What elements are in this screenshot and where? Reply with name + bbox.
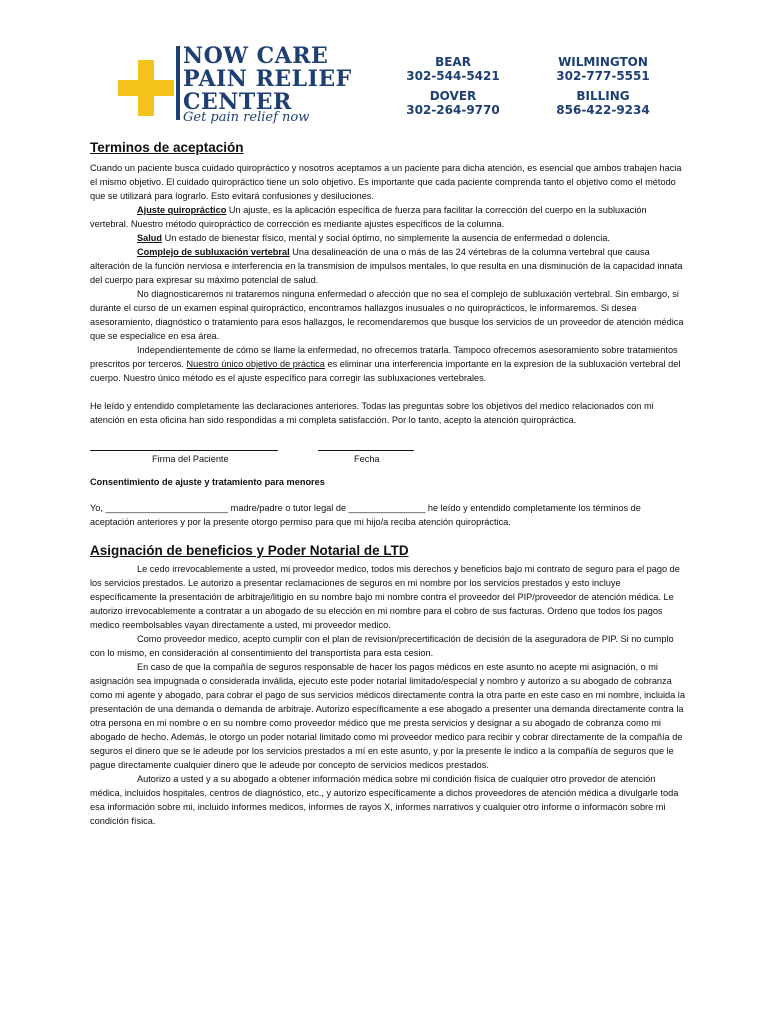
logo-line-2: PAIN RELIEF (183, 66, 352, 92)
signature-row (90, 441, 686, 471)
letterhead (0, 0, 770, 135)
logo-line-1: NOW CARE (183, 43, 329, 69)
term-subluxation: Complejo de subluxación vertebral (137, 247, 290, 257)
location-name: BILLING (576, 89, 630, 103)
assignment-paragraph-1: Le cedo irrevocablemente a usted, mi proveedor medico, todos mis derechos y beneficios bajo mi contrato de seguro para el pago de los servicios prestados. Le autorizo a presentar reclamaciones de seguros en mi nombre por los servicios prestados y esto incluye específicamente la presentación de arbitraje/litigio en su nombre bajo mi nombre contra el proveedor del PIP/proveedor de atención médica. Le autorizo irrevocablemente a contratar a un abogado de su elección en mi nombre para el cobro de sus facturas. Ordeno que todos los pagos medico reembolsables vayan directamente a usted, mi proveedor medico. (90, 564, 680, 630)
document-body (90, 140, 686, 828)
location-name: DOVER (429, 89, 477, 103)
location-billing (533, 89, 673, 117)
indep-text-a: Independientemente de cómo se llame la enfermedad, no ofrecemos tratarla. Tampoco ofrecemos asesoramiento sobre tratamientos prescritos por terceros. (90, 345, 678, 369)
acknowledgement-paragraph: He leído y entendido completamente las declaraciones anteriores. Todas las preguntas sobre los objetivos del medico relacionados con mi atención en esta oficina han sido respondidas a mi completa satisfacción. Por lo tanto, acepto la atención quiropráctica. (90, 401, 654, 425)
location-phone: 856-422-9234 (556, 103, 650, 117)
logo-line-3: CENTER (183, 89, 292, 115)
definition-adjustment (90, 203, 686, 231)
assignment-title: Asignación de beneficios y Poder Notarial de LTD (90, 543, 409, 558)
patient-signature-label: Firma del Paciente (152, 454, 229, 464)
def-subluxation: Una desalineación de una o más de las 24 vértebras de la columna vertebral que causa alteración de la función nerviosa e interferencia en la transmision de impulsos mentales, lo que resulta en una disminución de la capacidad innata del cuerpo para expresar su máximo potencial de salud. (90, 247, 683, 285)
terms-title: Terminos de aceptación (90, 140, 244, 155)
location-dover (383, 89, 523, 117)
definition-subluxation (90, 245, 686, 287)
term-health: Salud (137, 233, 163, 243)
def-adjustment: Un ajuste, es la aplicación específica de fuerza para facilitar la corrección del cuerpo en la subluxación vertebral. Nuestro método quiropráctico de corrección es mediante ajustes específicos de la columna. (90, 205, 647, 229)
indep-underlined: Nuestro único objetivo de práctica (186, 359, 325, 369)
minors-title: Consentimiento de ajuste y tratamiento para menores (90, 477, 325, 487)
independence-paragraph (90, 343, 686, 385)
location-phone: 302-264-9770 (406, 103, 500, 117)
minors-consent-text: Yo, ________________________ madre/padre o tutor legal de _______________ he leído y entendido completamente los términos de aceptación anteriores y por la presente otorgo permiso para que mi hijo/a reciba atención quiropráctica. (90, 503, 641, 527)
date-label: Fecha (354, 454, 380, 464)
location-name: WILMINGTON (558, 55, 648, 69)
logo-cross-icon (118, 60, 174, 116)
term-adjustment: Ajuste quiropráctico (137, 205, 227, 215)
assignment-paragraph-4: Autorizo a usted y a su abogado a obtener información médica sobre mi condición física de cualquier otro provedor de atención médica, incluidos hospitales, centros de diagnóstico, etc., y autorizo específicamente a dichos proveedores de atención médica a divulgarle toda esa información sobre mi, incluido informes medicos, informes de rayos X, informes narrativos y cualquier otro informe o informacón sobre mi condición física. (90, 774, 679, 826)
location-name: BEAR (435, 55, 471, 69)
definition-health (90, 231, 686, 245)
logo-divider (176, 46, 180, 120)
def-health: Un estado de bienestar físico, mental y social óptimo, no simplemente la ausencia de enfermedad o dolencia. (162, 233, 610, 243)
indep-text-b: es eliminar una interferencia importante en la expresion de la subluxación vertebral del cuerpo. Nuestro único método es el ajuste específico para corregir las subluxaciones vertebrales. (90, 359, 681, 383)
logo-tagline: Get pain relief now (183, 110, 310, 125)
location-phone: 302-777-5551 (556, 69, 650, 83)
no-diagnosis-paragraph: No diagnosticaremos ni trataremos ninguna enfermedad o afección que no sea el complejo de subluxación vertebral. Sin embargo, si durante el curso de un examen espinal quiropráctico, encontramos hallazgos inusuales o no quiroprácticos, le informaremos. Si desea asesoramiento, diagnóstico o tratamiento para esos hallazgos, le recomendaremos que busque los servicios de un proveedor de atención médica que se especialice en esa área. (90, 289, 684, 341)
date-signature-line[interactable] (318, 441, 414, 451)
terms-intro: Cuando un paciente busca cuidado quiropráctico y nosotros aceptamos a un paciente para dicha atención, es esencial que ambos trabajen hacia el mismo objetivo. El cuidado quiropráctico tiene un solo objetivo. Es importante que cada paciente comprenda tanto el objetivo como el método que se utilizará para lograrlo. Esto evitará confusiones y desiluciones. (90, 163, 682, 201)
assignment-paragraph-2: Como proveedor medico, acepto cumplir con el plan de revision/precertificación de decisión de la aseguradora de PIP. Si no cumplo con lo mismo, en consideración al consentimiento del transportista para esta cesion. (90, 634, 674, 658)
patient-signature-line[interactable] (90, 441, 278, 451)
location-wilmington (533, 55, 673, 83)
assignment-paragraph-3: En caso de que la compañía de seguros responsable de hacer los pagos médicos en este asunto no acepte mi asignación, o mi asignación sea impugnada o considerada inválida, ejecuto este poder notarial limitado/especial y nombro y autorizo a su abogado de cobranza como mi agente y abogado, para cobrar el pago de sus servicios médicos directamente contra la otra parte en este caso en mi nombre, incluida la presentación de una demanda o demanda de arbitraje. Autorizo específicamente a ese abogado a presenter una demanda directamente contra la otra persona en mi nombre o en su nombre como proveedor médico que me presta servicios y designar a su abogado de cobranza como mi abogado de hecho. Además, le otorgo un poder notarial limitado como mi proveedor medico para recibir y cobrar directamente de la compañía de seguros el dinero que se le adeude por los servicios prestados a mí en este asunto, y por la presente le indico a la compañía de seguros que le pague directamente cualquier dinero que le adeude por concepto de servicios medicos prestados. (90, 662, 685, 770)
location-bear (383, 55, 523, 83)
location-phone: 302-544-5421 (406, 69, 500, 83)
